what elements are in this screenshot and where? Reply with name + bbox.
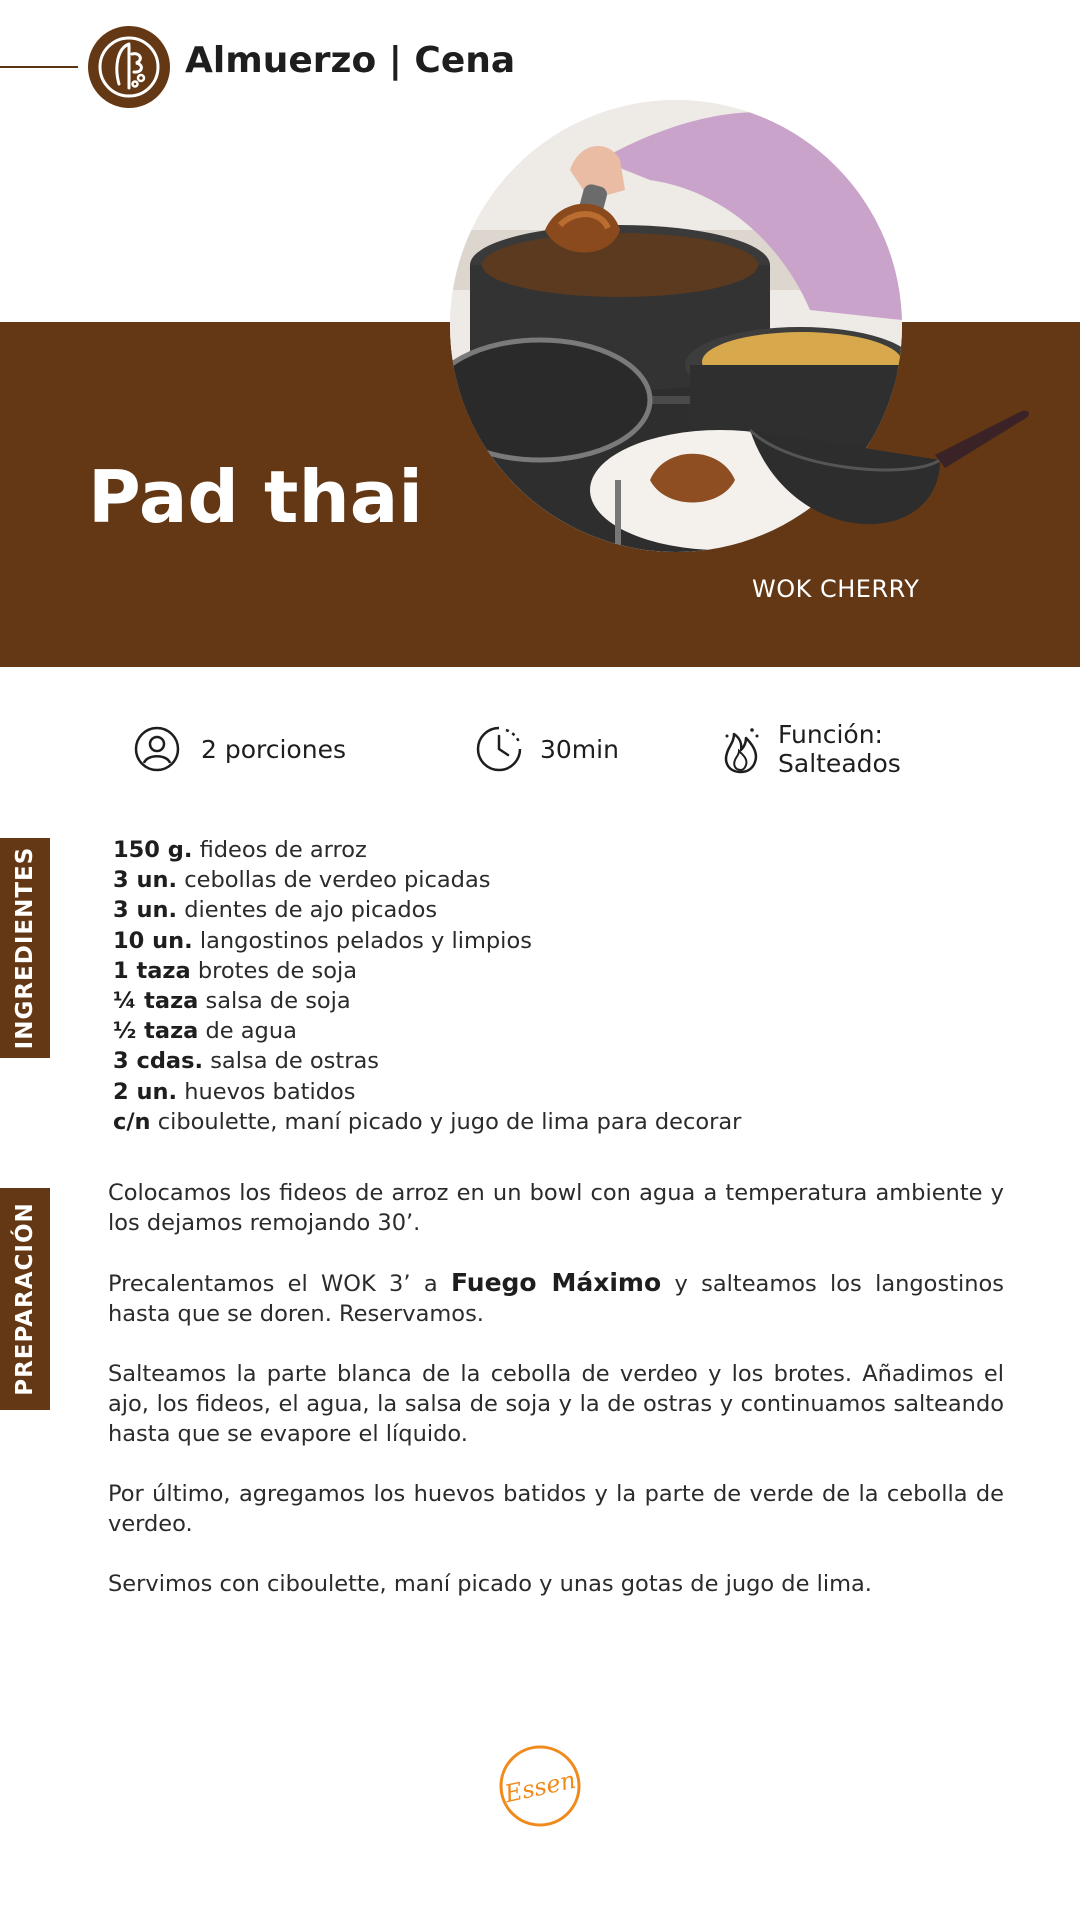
function-label: Función: [778,720,883,749]
ingredients-tab [0,838,50,1058]
prep-step-3: Salteamos la parte blanca de la cebolla de verdeo y los brotes. Añadimos el ajo, los fideos, el agua, la salsa de soja y la de ostras y continuamos salteando hasta que se evapore el líquido. [108,1361,1004,1447]
person-icon [134,726,180,772]
preparation-steps [108,1178,1004,1629]
recipe-category: Almuerzo | Cena [185,40,516,81]
ingredients-list [113,835,1013,1137]
time-text: 30min [540,735,619,764]
recipe-category-icon [88,26,170,108]
function-info [778,720,901,778]
list-item: 10 un. langostinos pelados y limpios [113,927,532,954]
list-item: 1 taza brotes de soja [113,957,358,984]
preparation-tab-label: PREPARACIÓN [12,1202,38,1396]
logo-text: Essen [502,1765,579,1809]
wok-product-image [750,400,1030,550]
header-rule [0,66,78,68]
prep-step-2: Precalentamos el WOK 3’ a Fuego Máximo y salteamos los langostinos hasta que se doren. Reservamos. [108,1268,1004,1327]
product-name: WOK CHERRY [752,575,920,603]
clock-icon [476,726,522,772]
prep-step-1: Colocamos los fideos de arroz en un bowl con agua a temperatura ambiente y los dejamos remojando 30’. [108,1180,1004,1236]
list-item: 3 un. cebollas de verdeo picadas [113,867,491,894]
list-item: ½ taza de agua [113,1018,297,1045]
prep-step-4: Por último, agregamos los huevos batidos y la parte de verde de la cebolla de verdeo. [108,1481,1004,1537]
heat-level: Fuego Máximo [450,1268,662,1297]
list-item: ¼ taza salsa de soja [113,988,351,1015]
essen-logo [497,1743,583,1829]
servings-text: 2 porciones [201,735,346,764]
list-item: 3 cdas. salsa de ostras [113,1048,379,1075]
list-item: 2 un. huevos batidos [113,1078,356,1105]
flame-icon [722,724,760,774]
recipe-title: Pad thai [88,455,423,539]
list-item: 3 un. dientes de ajo picados [113,897,438,924]
function-value: Salteados [778,749,901,778]
list-item: c/n ciboulette, maní picado y jugo de lima para decorar [113,1108,742,1135]
prep-step-5: Servimos con ciboulette, maní picado y unas gotas de jugo de lima. [108,1571,872,1597]
ingredients-tab-label: INGREDIENTES [12,846,38,1050]
preparation-tab [0,1188,50,1410]
list-item: 150 g. fideos de arroz [113,837,367,863]
